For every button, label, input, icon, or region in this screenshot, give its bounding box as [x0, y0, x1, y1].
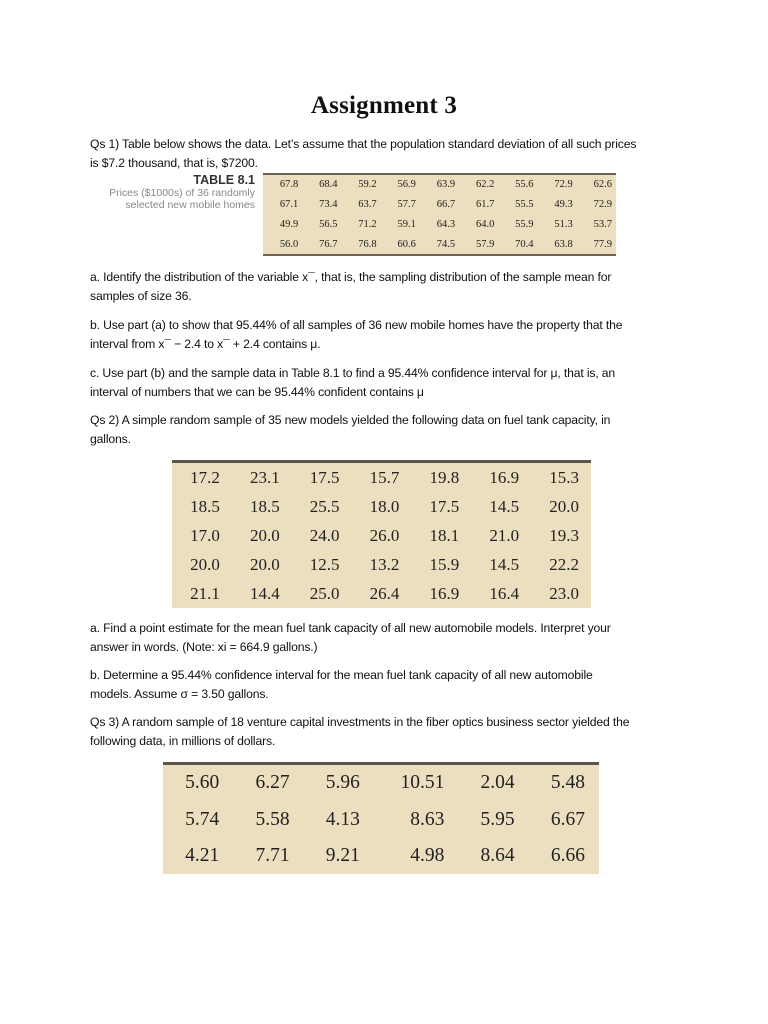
table-cell: 55.6: [515, 179, 534, 191]
table-cell: 18.1: [429, 525, 460, 545]
q3-intro-line1: Qs 3) A random sample of 18 venture capital investments in the fiber optics business sector yielded the: [90, 715, 630, 729]
table-cell: 14.5: [489, 496, 520, 516]
table-cell: 15.3: [549, 467, 579, 487]
table-cell: 14.4: [249, 583, 280, 603]
table-cell: 5.48: [550, 772, 585, 794]
table-row: [172, 492, 591, 521]
q1-part-b-line2: interval from x¯ − 2.4 to x¯ + 2.4 contains μ.: [90, 337, 321, 351]
table-row: [263, 234, 616, 255]
q3-intro-line2: following data, in millions of dollars.: [90, 734, 276, 748]
q1-part-c-line2: interval of numbers that we can be 95.44% confident contains μ: [90, 385, 424, 399]
q1-part-a: [90, 268, 680, 306]
table-8-1-caption-line1: Prices ($1000s) of 36 randomly: [109, 187, 255, 199]
q1-part-a-line2: samples of size 36.: [90, 289, 192, 303]
q1-part-c: [90, 364, 680, 402]
table-cell: 18.5: [249, 496, 280, 516]
table-cell: 59.1: [397, 218, 416, 230]
table-cell: 7.71: [255, 844, 290, 866]
table-cell: 20.0: [190, 554, 220, 574]
venture-capital-table: [163, 762, 599, 874]
table-cell: 21.1: [190, 583, 220, 603]
table-cell: 13.2: [369, 554, 400, 574]
table-row: [163, 838, 599, 874]
table-cell: 20.0: [249, 554, 280, 574]
table-cell: 18.5: [190, 496, 220, 516]
table-row: [163, 802, 599, 838]
table-cell: 57.7: [397, 199, 416, 211]
q2-part-a: [90, 619, 680, 657]
table-cell: 16.9: [429, 583, 460, 603]
table-cell: 23.0: [549, 583, 579, 603]
q1-part-a-line1: a. Identify the distribution of the variable x¯, that is, the sampling distribution of the sample mean for: [90, 270, 612, 284]
table-cell: 5.58: [255, 808, 290, 830]
table-row: [172, 521, 591, 550]
table-row: [263, 195, 616, 215]
table-cell: 60.6: [397, 238, 416, 250]
table-cell: 8.63: [410, 808, 445, 830]
q1-intro: [90, 135, 680, 173]
table-cell: 64.3: [436, 218, 456, 230]
q2-part-b-line2: models. Assume σ = 3.50 gallons.: [90, 687, 269, 701]
table-cell: 25.0: [309, 583, 340, 603]
table-cell: 25.5: [309, 496, 340, 516]
table-cell: 56.9: [397, 179, 416, 191]
table-row: [172, 550, 591, 579]
table-cell: 59.2: [358, 179, 377, 191]
q1-part-b: [90, 316, 680, 354]
q3-intro: [90, 713, 680, 751]
q1-part-b-line1: b. Use part (a) to show that 95.44% of all samples of 36 new mobile homes have the property that the: [90, 318, 623, 332]
table-row: [172, 579, 591, 608]
q2-intro-line2: gallons.: [90, 432, 131, 446]
table-cell: 6.66: [550, 844, 585, 866]
table-row: [163, 764, 599, 802]
table-cell: 53.7: [593, 218, 612, 230]
table-cell: 70.4: [515, 238, 534, 250]
table-row: [263, 214, 616, 234]
table-cell: 55.9: [515, 218, 534, 230]
table-cell: 14.5: [489, 554, 520, 574]
table-cell: 22.2: [549, 554, 579, 574]
table-cell: 63.8: [554, 238, 573, 250]
q1-intro-line1: Qs 1) Table below shows the data. Let’s assume that the population standard deviation of all such prices: [90, 137, 637, 151]
q2-intro: [90, 411, 680, 449]
table-cell: 18.0: [369, 496, 400, 516]
table-cell: 15.7: [369, 467, 400, 487]
table-cell: 5.60: [185, 772, 220, 794]
table-cell: 73.4: [319, 199, 338, 211]
table-cell: 17.0: [190, 525, 220, 545]
q2-part-a-line2: answer in words. (Note: xi = 664.9 gallons.): [90, 640, 318, 654]
table-cell: 23.1: [249, 467, 280, 487]
table-8-1: [263, 173, 616, 256]
table-cell: 49.9: [279, 218, 299, 230]
table-cell: 72.9: [593, 199, 612, 211]
table-cell: 26.0: [369, 525, 400, 545]
table-cell: 66.7: [436, 199, 456, 211]
table-8-1-caption-title: TABLE 8.1: [193, 173, 255, 187]
table-cell: 17.2: [190, 467, 220, 487]
table-cell: 16.4: [489, 583, 520, 603]
table-cell: 19.3: [549, 525, 579, 545]
table-cell: 17.5: [309, 467, 340, 487]
table-8-1-caption-line2: selected new mobile homes: [125, 199, 255, 211]
q2-part-b: [90, 666, 680, 704]
q2-part-b-line1: b. Determine a 95.44% confidence interval for the mean fuel tank capacity of all new automobile: [90, 668, 593, 682]
table-row: [172, 462, 591, 493]
page-title: Assignment 3: [310, 92, 458, 119]
table-cell: 57.9: [475, 238, 495, 250]
table-cell: 63.9: [436, 179, 456, 191]
table-cell: 56.0: [279, 238, 299, 250]
table-cell: 71.2: [358, 218, 377, 230]
table-row: [263, 174, 616, 195]
table-cell: 68.4: [319, 179, 338, 191]
table-cell: 17.5: [429, 496, 460, 516]
table-cell: 77.9: [593, 238, 612, 250]
table-cell: 76.8: [358, 238, 377, 250]
table-cell: 64.0: [475, 218, 495, 230]
fuel-tank-table: [172, 460, 591, 608]
table-cell: 74.5: [436, 238, 456, 250]
table-cell: 8.64: [480, 844, 515, 866]
table-cell: 9.21: [325, 844, 360, 866]
table-cell: 67.8: [279, 179, 299, 191]
table-cell: 62.6: [593, 179, 612, 191]
table-cell: 24.0: [309, 525, 340, 545]
table-cell: 67.1: [279, 199, 299, 211]
table-cell: 4.13: [325, 808, 360, 830]
q2-part-a-line1: a. Find a point estimate for the mean fuel tank capacity of all new automobile models. Interpret your: [90, 621, 611, 635]
table-cell: 62.2: [475, 179, 495, 191]
table-cell: 61.7: [475, 199, 495, 211]
table-cell: 15.9: [429, 554, 460, 574]
table-cell: 51.3: [554, 218, 573, 230]
table-8-1-caption: [100, 173, 255, 211]
table-cell: 21.0: [489, 525, 520, 545]
table-cell: 19.8: [429, 467, 460, 487]
table-cell: 6.67: [550, 808, 585, 830]
table-cell: 26.4: [369, 583, 400, 603]
table-cell: 55.5: [515, 199, 534, 211]
table-cell: 76.7: [319, 238, 338, 250]
table-cell: 5.95: [480, 808, 515, 830]
table-cell: 20.0: [249, 525, 280, 545]
q1-intro-line2: is $7.2 thousand, that is, $7200.: [90, 156, 258, 170]
q2-intro-line1: Qs 2) A simple random sample of 35 new models yielded the following data on fuel tank capacity, in: [90, 413, 611, 427]
table-cell: 5.96: [325, 772, 360, 794]
table-cell: 10.51: [400, 772, 445, 794]
table-cell: 56.5: [319, 218, 338, 230]
table-cell: 16.9: [489, 467, 520, 487]
table-cell: 4.21: [185, 844, 220, 866]
table-cell: 4.98: [410, 844, 445, 866]
q1-part-c-line1: c. Use part (b) and the sample data in Table 8.1 to find a 95.44% confidence interval for μ, that is, an: [90, 366, 616, 380]
table-cell: 72.9: [554, 179, 573, 191]
table-cell: 63.7: [358, 199, 377, 211]
table-cell: 12.5: [309, 554, 340, 574]
table-cell: 49.3: [554, 199, 573, 211]
table-cell: 6.27: [255, 772, 290, 794]
table-cell: 2.04: [480, 772, 515, 794]
table-cell: 5.74: [185, 808, 220, 830]
table-cell: 20.0: [549, 496, 579, 516]
